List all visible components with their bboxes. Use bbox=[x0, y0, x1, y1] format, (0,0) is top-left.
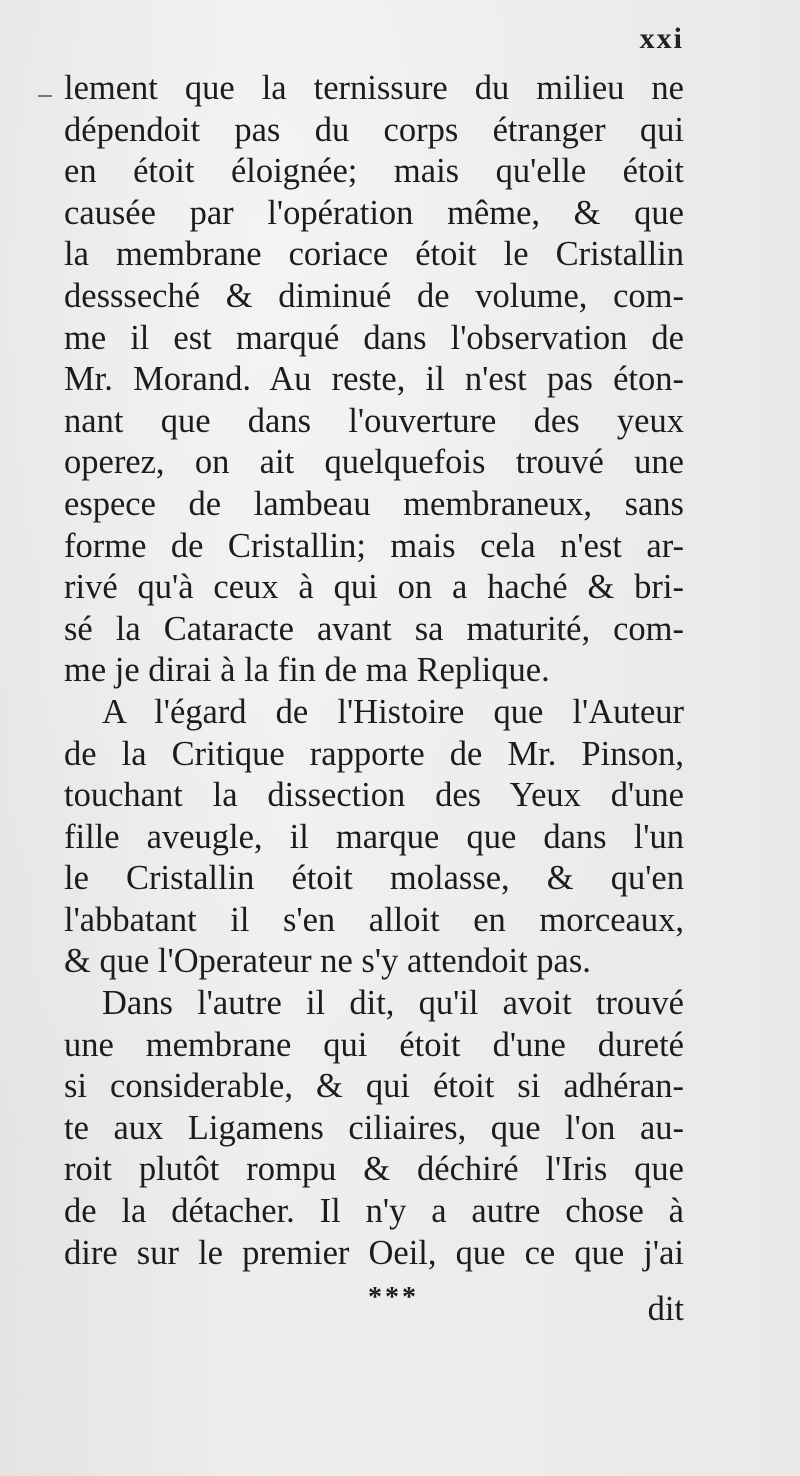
text-line: Dans l'autre il dit, qu'il avoit trouvé bbox=[102, 984, 684, 1023]
text-line: Mr. Morand. Au reste, il n'est pas éton- bbox=[64, 360, 684, 399]
text-line: dire sur le premier Oeil, que ce que j'ai bbox=[64, 1233, 684, 1272]
text-line: causée par l'opération même, & que bbox=[64, 193, 684, 232]
text-line: une membrane qui étoit d'une dureté bbox=[64, 1025, 684, 1064]
text-line: espece de lambeau membraneux, sans bbox=[64, 484, 684, 523]
text-line: me je dirai à la fin de ma Replique. bbox=[64, 651, 550, 690]
text-line: en étoit éloignée; mais qu'elle étoit bbox=[64, 152, 684, 191]
text-line: si considerable, & qui étoit si adhéran- bbox=[64, 1067, 684, 1106]
text-line: A l'égard de l'Histoire que l'Auteur bbox=[102, 692, 684, 731]
text-line: roit plutôt rompu & déchiré l'Iris que bbox=[64, 1150, 684, 1189]
text-line: la membrane coriace étoit le Cristallin bbox=[64, 235, 684, 274]
margin-mark bbox=[38, 95, 52, 97]
text-line: me il est marqué dans l'observation de bbox=[64, 318, 684, 357]
text-line: lement que la ternissure du milieu ne bbox=[64, 69, 684, 107]
body-text bbox=[64, 68, 684, 1274]
signature-mark: *** bbox=[368, 1282, 419, 1313]
text-line: le Cristallin étoit molasse, & qu'en bbox=[64, 859, 684, 898]
text-line: & que l'Operateur ne s'y attendoit pas. bbox=[64, 942, 591, 981]
text-line: operez, on ait quelquefois trouvé une bbox=[64, 443, 684, 482]
page-number: xxi bbox=[639, 22, 684, 55]
text-line: dépendoit pas du corps étranger qui bbox=[64, 110, 684, 149]
text-line: rivé qu'à ceux à qui on a haché & bri- bbox=[64, 568, 684, 607]
text-line: touchant la dissection des Yeux d'une bbox=[64, 776, 684, 815]
text-line: de la détacher. Il n'y a autre chose à bbox=[64, 1192, 684, 1231]
text-line: forme de Cristallin; mais cela n'est ar- bbox=[64, 526, 684, 565]
text-line: sé la Cataracte avant sa maturité, com- bbox=[64, 609, 684, 648]
catchword: dit bbox=[647, 1290, 684, 1328]
text-line: l'abbatant il s'en alloit en morceaux, bbox=[64, 900, 684, 939]
text-line: de la Critique rapporte de Mr. Pinson, bbox=[64, 734, 684, 773]
text-line: fille aveugle, il marque que dans l'un bbox=[64, 817, 684, 856]
text-line: te aux Ligamens ciliaires, que l'on au- bbox=[64, 1108, 684, 1147]
text-line: nant que dans l'ouverture des yeux bbox=[64, 401, 684, 440]
text-line: dessseché & diminué de volume, com- bbox=[64, 276, 684, 315]
